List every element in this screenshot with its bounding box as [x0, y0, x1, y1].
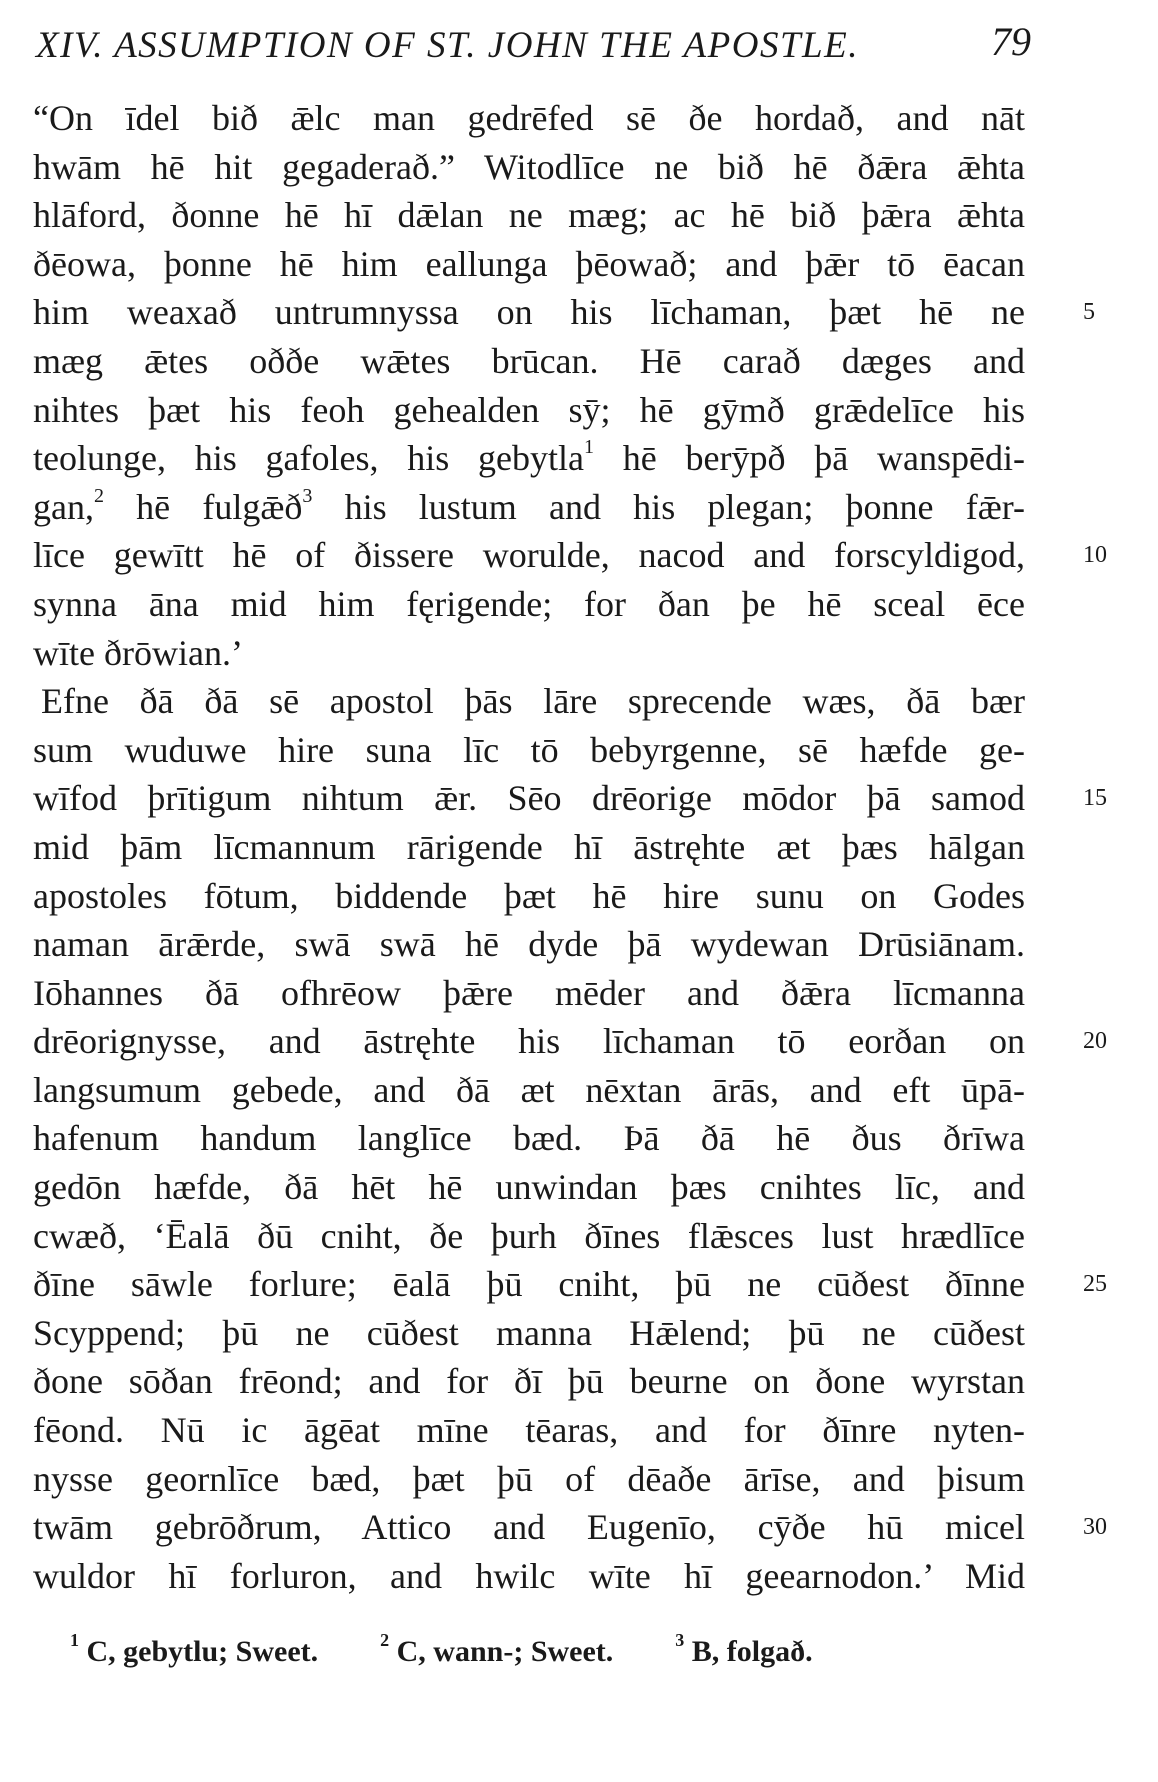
line-text: hē berȳpð þā wanspēdi- — [594, 438, 1025, 479]
text-line — [33, 434, 1025, 483]
text-line — [33, 1017, 1107, 1066]
line-number: 20 — [1083, 1028, 1107, 1055]
line-text: ðone sōðan frēond; and for ðī þū beurne on ðone wyrstan — [33, 1361, 1025, 1402]
text-line — [33, 288, 1095, 337]
text-line — [33, 1455, 1025, 1504]
line-number: 30 — [1083, 1514, 1107, 1541]
text-line — [33, 143, 1025, 192]
footnote-text: C, wann-; Sweet. — [389, 1635, 614, 1668]
line-text: hlāford, ðonne hē hī dǣlan ne mæg; ac hē bið þǣra ǣhta — [33, 195, 1025, 236]
line-text: ðīne sāwle forlure; ēalā þū cniht, þū ne cūðest ðīnne — [33, 1264, 1025, 1305]
text-line — [33, 1212, 1025, 1261]
line-text: sum wuduwe hire suna līc tō bebyrgenne, sē hæfde ge- — [33, 729, 1025, 770]
footnote-ref: 2 — [93, 484, 104, 507]
footnote-text: B, folgað. — [684, 1635, 813, 1668]
line-text: wīte ðrōwian.’ — [33, 632, 243, 673]
line-number: 15 — [1083, 785, 1107, 812]
text-line — [33, 1066, 1025, 1115]
line-text: mid þām līcmannum rārigende hī āstręhte æt þæs hālgan — [33, 826, 1025, 867]
line-text: nysse geornlīce bæd, þæt þū of dēaðe ārīse, and þisum — [33, 1458, 1025, 1499]
line-number: 25 — [1083, 1271, 1107, 1298]
text-line — [33, 920, 1025, 969]
line-text: drēorignysse, and āstręhte his līchaman tō eorðan on — [33, 1021, 1025, 1062]
line-number: 5 — [1083, 299, 1095, 326]
line-text: naman ārǣrde, swā swā hē dyde þā wydewan Drūsiānam. — [33, 924, 1025, 965]
line-text: Scyppend; þū ne cūðest manna Hǣlend; þū ne cūðest — [33, 1312, 1025, 1353]
text-line — [33, 580, 1025, 629]
line-text: Iōhannes ðā ofhrēow þǣre mēder and ðǣra līcmanna — [33, 972, 1025, 1013]
text-line — [33, 483, 1025, 532]
line-text: cwæð, ‘Ēalā ðū cniht, ðe þurh ðīnes flǣsces lust hrædlīce — [33, 1215, 1025, 1256]
footnote — [675, 1630, 813, 1669]
text-line — [33, 677, 1025, 726]
text-line — [33, 726, 1025, 775]
text-line — [33, 1260, 1107, 1309]
footnote-text: C, gebytlu; Sweet. — [79, 1635, 319, 1668]
text-line — [33, 823, 1025, 872]
line-text: gedōn hæfde, ðā hēt hē unwindan þæs cnihtes līc, and — [33, 1167, 1025, 1208]
footnote — [70, 1630, 319, 1669]
text-line — [33, 872, 1025, 921]
text-line — [33, 629, 1025, 678]
line-text: “On īdel bið ǣlc man gedrēfed sē ðe hordað, and nāt — [33, 98, 1025, 138]
text-line — [33, 1309, 1025, 1358]
footnote-mark: 2 — [380, 1630, 390, 1650]
line-text: him weaxað untrumnyssa on his līchaman, þæt hē ne — [33, 292, 1025, 333]
line-text: synna āna mid him fęrigende; for ðan þe hē sceal ēce — [33, 583, 1025, 624]
line-text: apostoles fōtum, biddende þæt hē hire sunu on Godes — [33, 875, 1025, 916]
text-line — [33, 1406, 1025, 1455]
text-line — [33, 337, 1025, 386]
text-line — [33, 969, 1025, 1018]
text-line — [33, 191, 1025, 240]
line-text: gan, — [33, 486, 94, 527]
footnote-ref: 3 — [302, 484, 313, 507]
line-text: nihtes þæt his feoh gehealden sȳ; hē gȳmð grǣdelīce his — [33, 389, 1025, 430]
text-line — [33, 1114, 1025, 1163]
text-line — [33, 1552, 1025, 1601]
line-text: ðēowa, þonne hē him eallunga þēowað; and þǣr tō ēacan — [33, 243, 1025, 284]
text-line — [33, 1503, 1107, 1552]
line-text: wuldor hī forluron, and hwilc wīte hī geearnodon.’ Mid — [33, 1555, 1025, 1596]
footnote-ref: 1 — [584, 436, 595, 459]
line-number: 10 — [1083, 542, 1107, 569]
line-text: hwām hē hit gegaderað.” Witodlīce ne bið hē ðǣra ǣhta — [33, 146, 1025, 187]
line-text: hē fulgǣð — [103, 486, 303, 527]
footnote — [380, 1630, 614, 1669]
body-text — [33, 94, 1107, 1600]
line-text: mæg ǣtes oððe wǣtes brūcan. Hē carað dæges and — [33, 340, 1025, 381]
line-text: Efne ðā ðā sē apostol þās lāre sprecende wæs, ðā bær — [41, 681, 1025, 722]
footnote-mark: 3 — [675, 1630, 685, 1650]
text-line — [33, 240, 1025, 289]
line-text: teolunge, his gafoles, his gebytla — [33, 438, 585, 479]
line-text: wīfod þrītigum nihtum ǣr. Sēo drēorige mōdor þā samod — [33, 778, 1025, 819]
text-line — [33, 94, 1025, 143]
text-line — [33, 1163, 1025, 1212]
running-head: XIV. ASSUMPTION OF ST. JOHN THE APOSTLE. — [36, 25, 859, 66]
line-text: his lustum and his plegan; þonne fǣr- — [312, 486, 1025, 527]
line-text: līce gewītt hē of ðissere worulde, nacod and forscyldigod, — [33, 535, 1025, 576]
page-header — [36, 14, 1031, 74]
footnote-mark: 1 — [70, 1630, 79, 1650]
line-text: hafenum handum langlīce bæd. Þā ðā hē ðus ðrīwa — [33, 1118, 1025, 1159]
line-text: fēond. Nū ic āgēat mīne tēaras, and for ðīnre nyten- — [33, 1410, 1025, 1451]
text-line — [33, 386, 1025, 435]
footnotes — [70, 1630, 1030, 1669]
page-number: 79 — [991, 19, 1031, 64]
text-line — [33, 1357, 1025, 1406]
line-text: langsumum gebede, and ðā æt nēxtan ārās, and eft ūpā- — [33, 1069, 1025, 1110]
line-text: twām gebrōðrum, Attico and Eugenīo, cȳðe hū micel — [33, 1507, 1025, 1548]
text-line — [33, 774, 1107, 823]
text-line — [33, 531, 1107, 580]
